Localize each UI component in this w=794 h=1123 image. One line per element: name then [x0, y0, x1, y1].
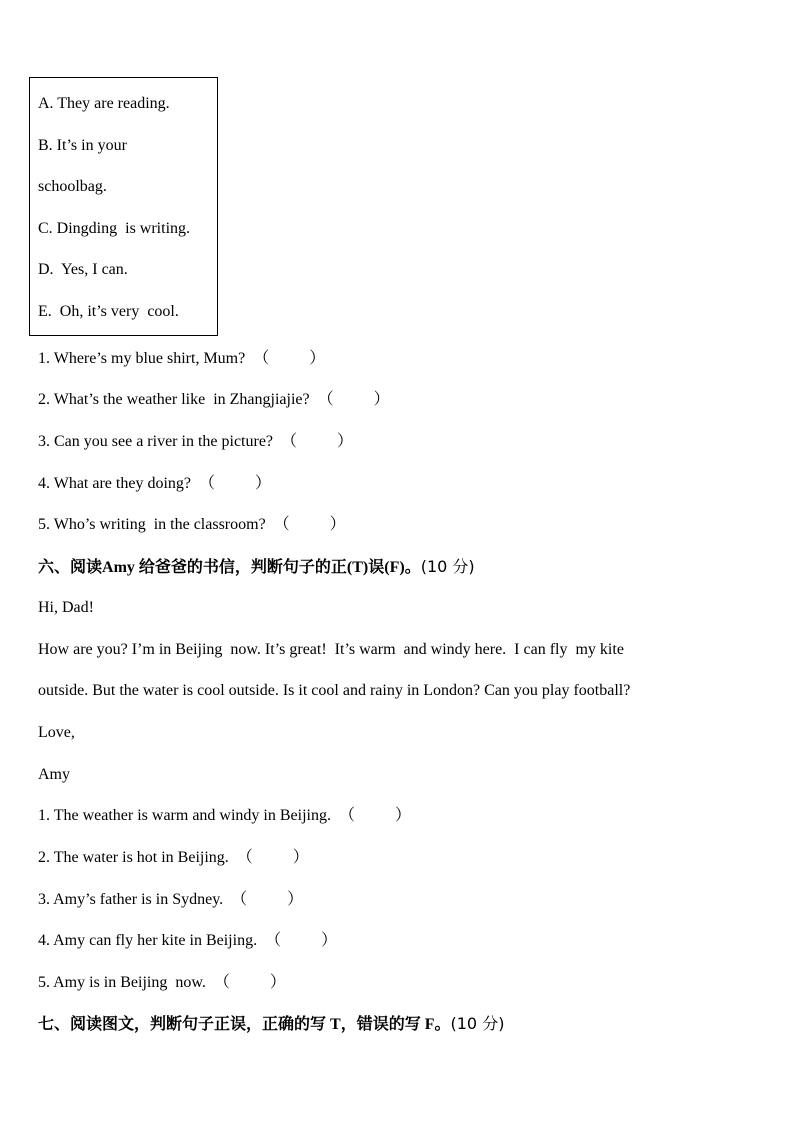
- question-text: 2. What’s the weather like in Zhangjiajie?: [38, 391, 310, 408]
- match-question-4: [38, 474, 271, 494]
- answer-blank[interactable]: （ ）: [236, 849, 309, 866]
- question-text: 3. Amy’s father is in Sydney.: [38, 891, 224, 908]
- tf-question-3: [38, 890, 303, 910]
- option-c: C. Dingding is writing.: [38, 220, 191, 237]
- question-text: 2. The water is hot in Beijing.: [38, 849, 229, 866]
- option-e: E. Oh, it’s very cool.: [38, 303, 179, 320]
- letter-body-line-1: How are you? I’m in Beijing now. It’s great! It’s warm and windy here. I can fly my kite: [38, 641, 624, 658]
- letter-greeting: Hi, Dad!: [38, 599, 94, 616]
- question-text: 5. Who’s writing in the classroom?: [38, 516, 266, 533]
- tf-question-5: [38, 973, 286, 993]
- tf-question-4: [38, 931, 337, 951]
- question-text: 4. Amy can fly her kite in Beijing.: [38, 932, 258, 949]
- match-question-3: [38, 432, 353, 452]
- answer-blank[interactable]: （ ）: [198, 475, 271, 492]
- option-a: A. They are reading.: [38, 95, 170, 112]
- tf-question-2: [38, 848, 309, 868]
- question-text: 4. What are they doing?: [38, 475, 191, 492]
- answer-blank[interactable]: （ ）: [253, 350, 326, 367]
- section-7-heading: 七、阅读图文，判断句子正误，正确的写 T，错误的写 F。(10 分): [38, 1014, 505, 1033]
- answer-blank[interactable]: （ ）: [317, 391, 390, 408]
- question-text: 1. Where’s my blue shirt, Mum?: [38, 350, 246, 367]
- question-text: 3. Can you see a river in the picture?: [38, 433, 274, 450]
- options-box: [29, 77, 218, 336]
- answer-blank[interactable]: （ ）: [213, 974, 286, 991]
- answer-blank[interactable]: （ ）: [338, 807, 411, 824]
- letter-body-line-2: outside. But the water is cool outside. Is it cool and rainy in London? Can you play football?: [38, 682, 631, 699]
- letter-signature: Amy: [38, 766, 70, 783]
- match-question-2: [38, 390, 390, 410]
- answer-blank[interactable]: （ ）: [273, 516, 346, 533]
- answer-blank[interactable]: （ ）: [231, 891, 304, 908]
- letter-closing: Love,: [38, 724, 75, 741]
- tf-question-1: [38, 806, 411, 826]
- match-question-5: [38, 515, 346, 535]
- match-question-1: [38, 349, 325, 369]
- option-d: D. Yes, I can.: [38, 261, 128, 278]
- option-b: B. It’s in your: [38, 137, 127, 154]
- question-text: 5. Amy is in Beijing now.: [38, 974, 206, 991]
- answer-blank[interactable]: （ ）: [265, 932, 338, 949]
- answer-blank[interactable]: （ ）: [281, 433, 354, 450]
- section-6-heading: 六、阅读Amy 给爸爸的书信，判断句子的正(T)误(F)。(10 分): [38, 557, 475, 576]
- question-text: 1. The weather is warm and windy in Beijing.: [38, 807, 331, 824]
- option-b-continued: schoolbag.: [38, 178, 107, 195]
